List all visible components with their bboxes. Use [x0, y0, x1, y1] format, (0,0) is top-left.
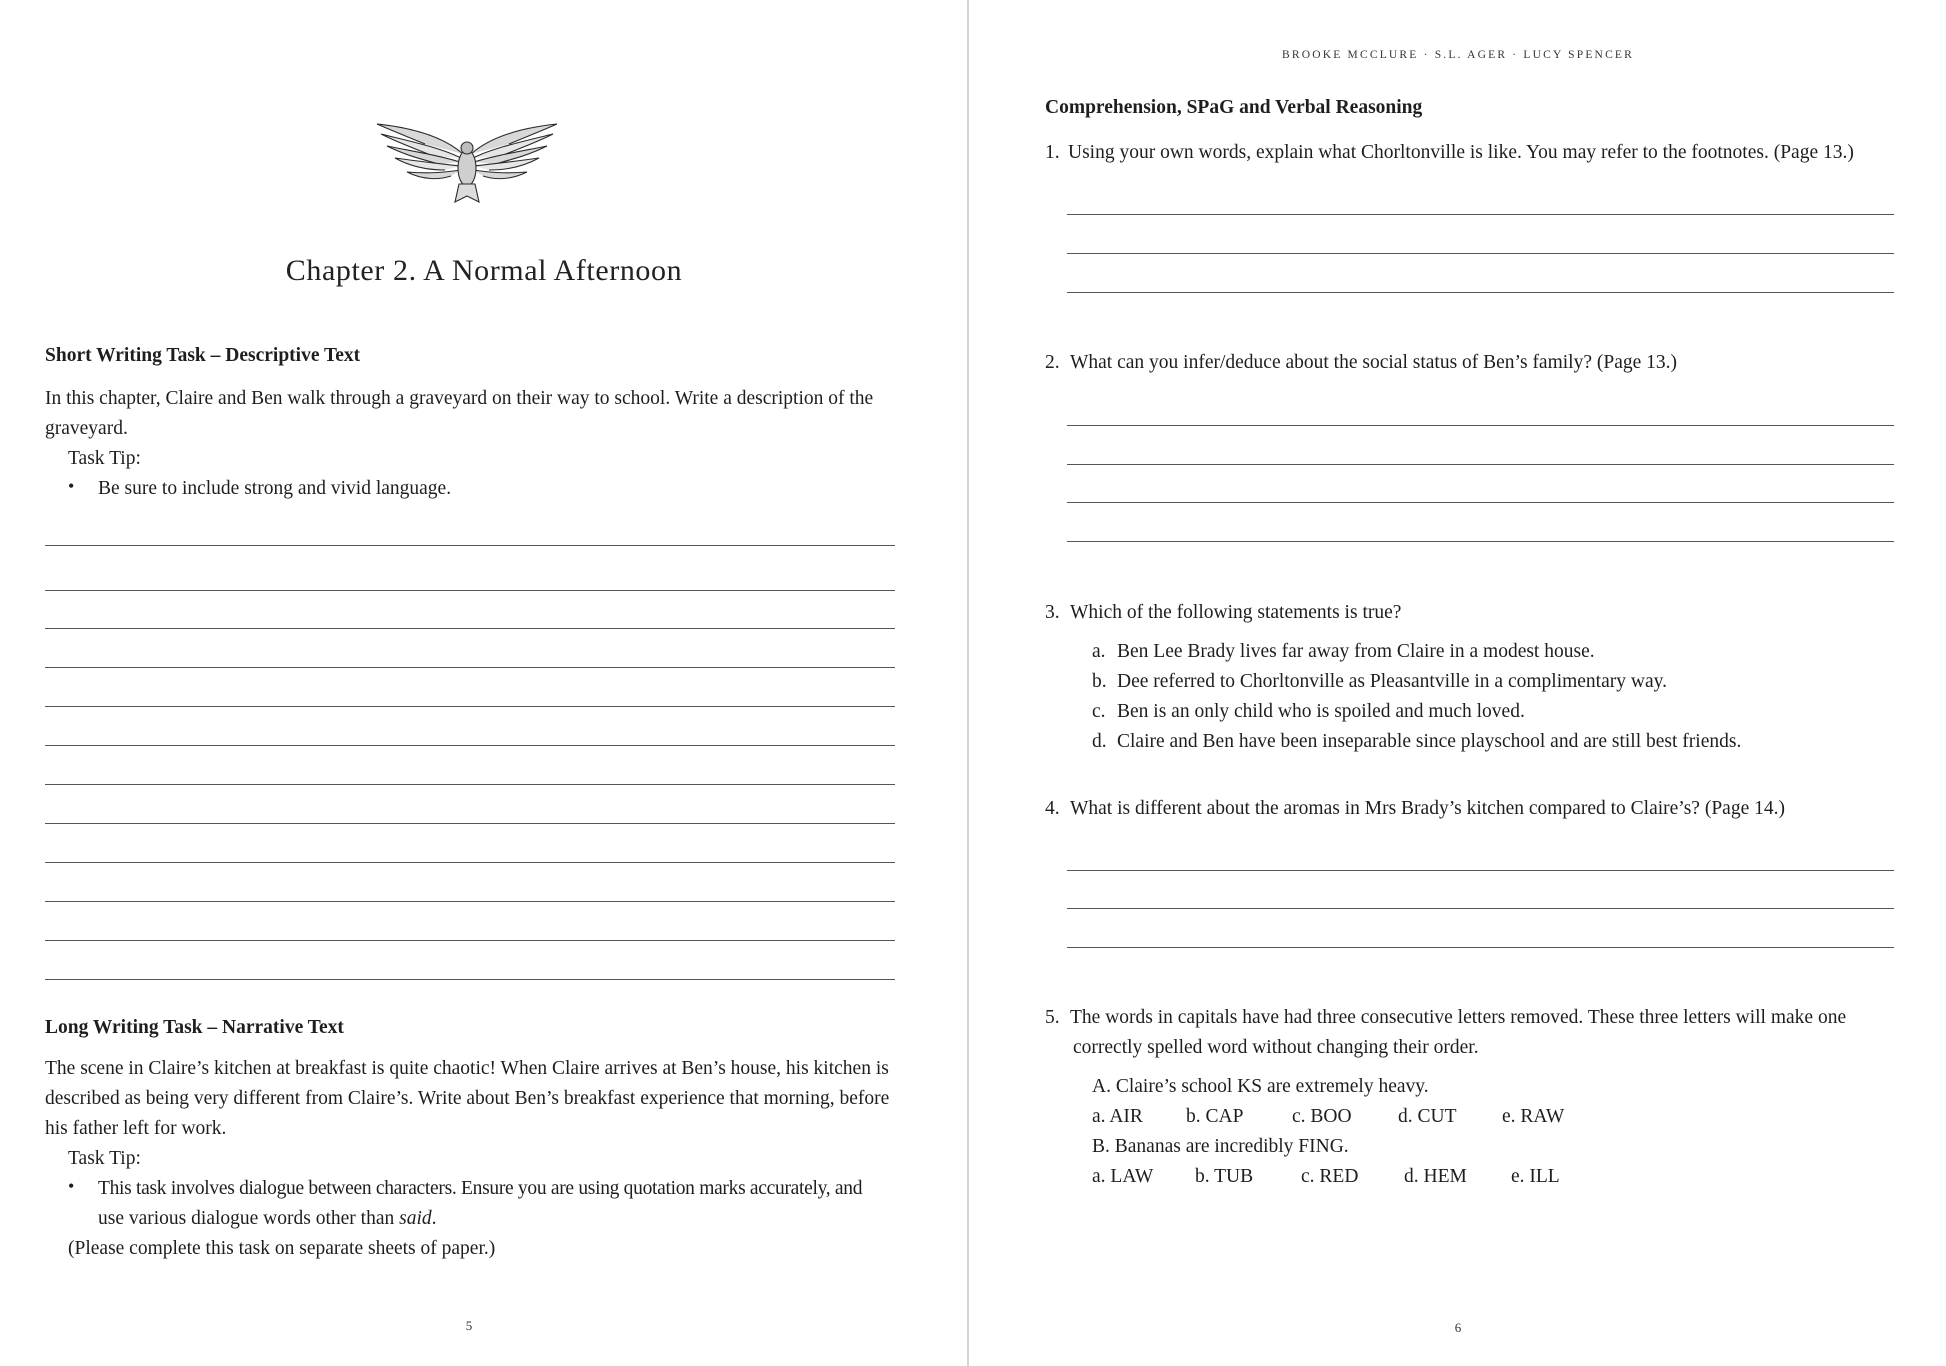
option-text: Ben is an only child who is spoiled and much loved.	[1117, 701, 1525, 722]
option-letter: c.	[1092, 701, 1106, 722]
choice: d. HEM	[1404, 1166, 1467, 1187]
long-task-intro-line2: described as being very different from Claire’s. Write about Ben’s breakfast experience that morning, before	[45, 1088, 890, 1109]
writing-line	[45, 545, 895, 546]
writing-line	[45, 745, 895, 746]
question-5-item-a-choices	[970, 1102, 1946, 1132]
option-text: Ben Lee Brady lives far away from Claire in a modest house.	[1117, 641, 1595, 662]
option-text: Claire and Ben have been inseparable since playschool and are still best friends.	[1117, 731, 1742, 752]
choice: d. CUT	[1398, 1106, 1457, 1127]
question-number: 5.	[1045, 1007, 1060, 1028]
choice: e. RAW	[1502, 1106, 1565, 1127]
long-task-intro-line1: The scene in Claire’s kitchen at breakfast is quite chaotic! When Claire arrives at Ben’s house, his kitchen is	[45, 1058, 889, 1079]
option-text: Dee referred to Chorltonville as Pleasantville in a complimentary way.	[1117, 671, 1667, 692]
question-1-text: Using your own words, explain what Chorltonville is like. You may refer to the footnotes. (Page 13.)	[1068, 142, 1854, 163]
question-2-text: What can you infer/deduce about the social status of Ben’s family? (Page 13.)	[1070, 352, 1678, 373]
answer-line	[1067, 541, 1894, 542]
question-5-item-a-sentence: A. Claire’s school KS are extremely heavy.	[1092, 1076, 1429, 1097]
writing-line	[45, 784, 895, 785]
running-head: BROOKE MCCLURE · S.L. AGER · LUCY SPENCER	[1281, 49, 1635, 61]
short-task-intro-line2: graveyard.	[45, 418, 128, 439]
answer-line	[1067, 425, 1894, 426]
writing-line	[45, 940, 895, 941]
long-task-tip-bullet-line2	[98, 1204, 437, 1234]
long-task-tip-emphasis: said	[399, 1208, 432, 1229]
choice: b. CAP	[1186, 1106, 1244, 1127]
section-heading: Comprehension, SPaG and Verbal Reasoning	[1045, 97, 1423, 118]
writing-line	[45, 823, 895, 824]
answer-line	[1067, 908, 1894, 909]
answer-line	[1067, 253, 1894, 254]
question-5-text-line2: correctly spelled word without changing their order.	[1073, 1037, 1479, 1058]
answer-line	[1067, 464, 1894, 465]
answer-line	[1067, 502, 1894, 503]
question-5-item-b-sentence: B. Bananas are incredibly FING.	[1092, 1136, 1349, 1157]
page-number: 5	[465, 1318, 473, 1333]
choice: b. TUB	[1195, 1166, 1254, 1187]
writing-line	[45, 979, 895, 980]
long-task-heading: Long Writing Task – Narrative Text	[45, 1017, 344, 1038]
answer-line	[1067, 214, 1894, 215]
choice: e. ILL	[1511, 1166, 1560, 1187]
long-task-intro-line3: his father left for work.	[45, 1118, 227, 1139]
question-number: 3.	[1045, 602, 1060, 623]
option-letter: d.	[1092, 731, 1107, 752]
short-task-intro-line1: In this chapter, Claire and Ben walk through a graveyard on their way to school. Write a description of the	[45, 388, 874, 409]
option-letter: a.	[1092, 641, 1106, 662]
question-number: 1.	[1045, 142, 1060, 163]
long-task-tip-period: .	[431, 1208, 437, 1229]
long-task-note: (Please complete this task on separate sheets of paper.)	[68, 1238, 496, 1259]
choice: a. AIR	[1092, 1106, 1143, 1127]
answer-line	[1067, 292, 1894, 293]
long-task-tip-bullet-line1: This task involves dialogue between characters. Ensure you are using quotation marks accurately, and	[98, 1178, 863, 1199]
right-page	[970, 0, 1946, 1366]
long-task-tip-label: Task Tip:	[68, 1148, 141, 1169]
eagle-emblem-icon	[375, 118, 559, 206]
short-task-heading: Short Writing Task – Descriptive Text	[45, 345, 361, 366]
answer-line	[1067, 870, 1894, 871]
chapter-title: Chapter 2. A Normal Afternoon	[285, 254, 683, 287]
writing-line	[45, 590, 895, 591]
question-number: 4.	[1045, 798, 1060, 819]
writing-line	[45, 667, 895, 668]
short-task-tip-bullet: Be sure to include strong and vivid language.	[98, 478, 452, 499]
bullet-icon: •	[68, 1176, 75, 1196]
writing-line	[45, 706, 895, 707]
question-5-text-line1: The words in capitals have had three consecutive letters removed. These three letters will make one	[1070, 1007, 1847, 1028]
question-5-item-b-choices	[970, 1162, 1946, 1192]
writing-line	[45, 862, 895, 863]
option-letter: b.	[1092, 671, 1107, 692]
answer-line	[1067, 947, 1894, 948]
choice: c. BOO	[1292, 1106, 1352, 1127]
long-task-tip-text: use various dialogue words other than	[98, 1208, 400, 1229]
bullet-icon: •	[68, 476, 75, 496]
page-number: 6	[1454, 1320, 1462, 1335]
short-task-tip-label: Task Tip:	[68, 448, 141, 469]
writing-line	[45, 901, 895, 902]
choice: c. RED	[1301, 1166, 1359, 1187]
left-page	[0, 0, 968, 1366]
writing-line	[45, 628, 895, 629]
question-4-text: What is different about the aromas in Mrs Brady’s kitchen compared to Claire’s? (Page 14.)	[1070, 798, 1785, 819]
choice: a. LAW	[1092, 1166, 1154, 1187]
question-3-text: Which of the following statements is true?	[1070, 602, 1402, 623]
question-number: 2.	[1045, 352, 1060, 373]
